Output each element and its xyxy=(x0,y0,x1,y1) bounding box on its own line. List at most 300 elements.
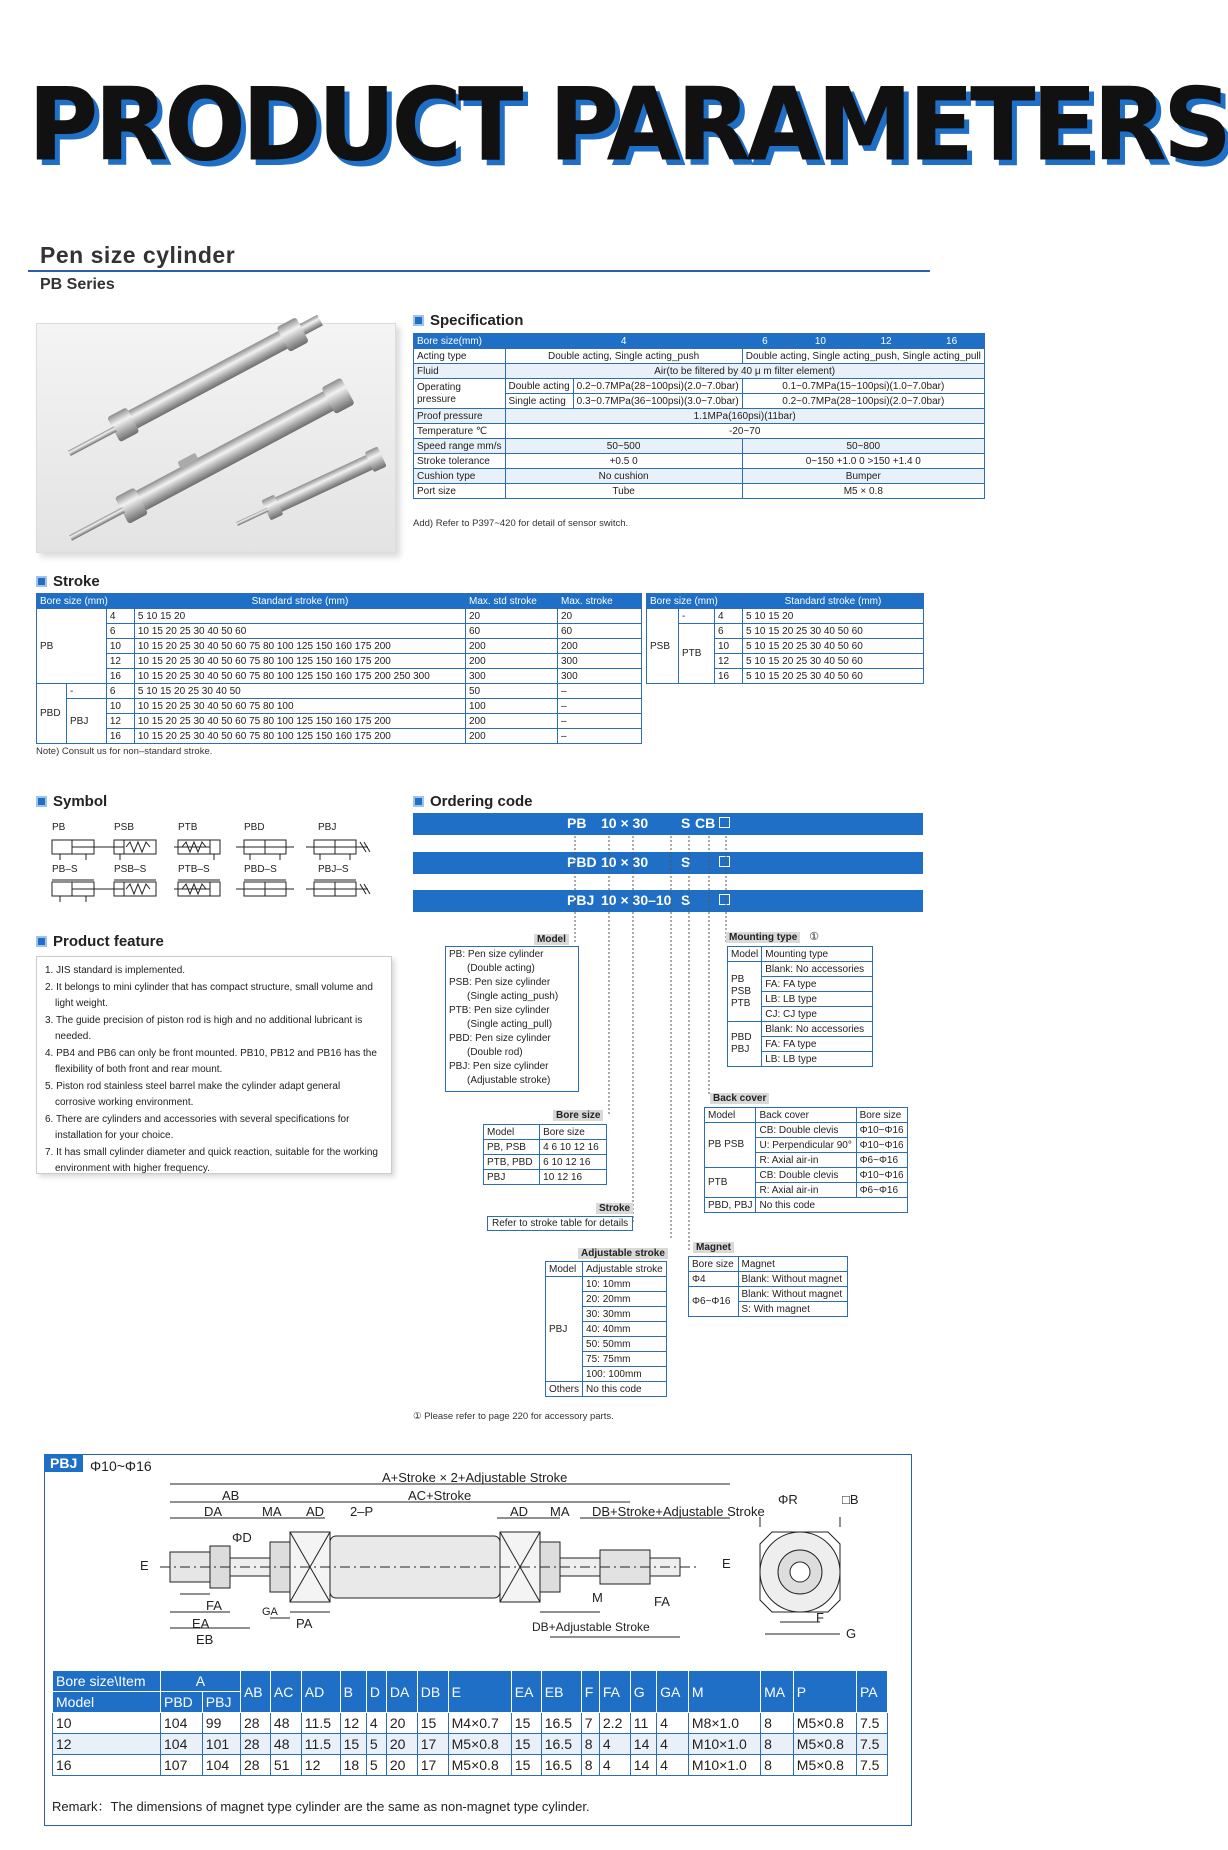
table-cell: 50 xyxy=(466,684,558,699)
table-cell: 4 xyxy=(657,1755,689,1776)
dim-label-f: F xyxy=(816,1610,824,1625)
table-cell: PB PSB xyxy=(705,1123,756,1168)
table-cell: 28 xyxy=(240,1734,270,1755)
model-item: (Single acting_pull) xyxy=(467,1019,553,1030)
table-cell: PTB xyxy=(705,1168,756,1198)
stroke-heading-text: Stroke xyxy=(53,573,100,590)
section-bullet-icon xyxy=(413,796,424,807)
dimension-remark: Remark：The dimensions of magnet type cylinder are the same as non-magnet type cylinder. xyxy=(52,1799,590,1814)
series-title: PB Series xyxy=(40,276,115,293)
table-cell: 10 12 16 xyxy=(540,1170,607,1185)
table-cell: 99 xyxy=(202,1713,240,1734)
spec-value: Air(to be filtered by 40 μ m filter element) xyxy=(505,364,984,379)
dim-col-header: DA xyxy=(386,1671,417,1713)
table-cell: 17 xyxy=(417,1734,448,1755)
table-cell: 20 xyxy=(466,609,558,624)
table-cell: 2.2 xyxy=(599,1713,630,1734)
stroke-col-header: Bore size (mm) xyxy=(37,594,135,609)
model-item: (Double acting) xyxy=(467,963,535,974)
feature-item: corrosive working environment. xyxy=(55,1097,194,1108)
dim-label-p: 2–P xyxy=(350,1504,374,1519)
table-cell: FA: FA type xyxy=(762,1037,873,1052)
table-cell: FA: FA type xyxy=(762,977,873,992)
table-cell: Blank: Without magnet xyxy=(738,1272,847,1287)
table-cell: 200 xyxy=(466,714,558,729)
spec-value: 0~150 +1.0 0 >150 +1.4 0 xyxy=(742,454,984,469)
section-bullet-icon xyxy=(413,315,424,326)
table-cell: M5×0.8 xyxy=(448,1755,511,1776)
cylinder-photo-illustration xyxy=(37,324,397,554)
table-cell: LB: LB type xyxy=(762,992,873,1007)
table-cell: Φ6~Φ16 xyxy=(856,1153,907,1168)
title-divider xyxy=(28,270,930,272)
table-row xyxy=(53,1755,888,1776)
dim-col-header: AC xyxy=(270,1671,301,1713)
product-title: Pen size cylinder xyxy=(40,242,236,268)
table-cell: 75: 75mm xyxy=(583,1352,667,1367)
code-bore-stroke: 10 × 30 xyxy=(601,815,649,831)
feature-item: installation for your choice. xyxy=(55,1130,174,1141)
table-cell: 16.5 xyxy=(541,1734,581,1755)
dim-col-header: AB xyxy=(240,1671,270,1713)
table-cell: Adjustable stroke xyxy=(583,1262,667,1277)
stroke-model-pbd: PBD xyxy=(37,684,67,744)
symbol-label: PBD xyxy=(244,822,265,833)
dimension-table xyxy=(52,1670,888,1776)
code-mount-box-icon xyxy=(719,817,730,828)
table-cell: CB: Double clevis xyxy=(756,1168,856,1183)
table-cell: 5 xyxy=(366,1734,386,1755)
dim-label-e: E xyxy=(140,1558,149,1573)
symbol-label: PB–S xyxy=(52,864,78,875)
feature-list xyxy=(36,956,392,1174)
table-cell: PB PSB PTB xyxy=(728,962,762,1022)
table-cell: Model xyxy=(484,1125,540,1140)
spec-bore-label: Bore size(mm) xyxy=(414,334,506,349)
code-model: PB xyxy=(567,815,587,831)
table-cell: 8 xyxy=(581,1734,599,1755)
symbol-label: PBJ xyxy=(318,822,337,833)
table-cell: 104 xyxy=(161,1734,203,1755)
bore-tag: Bore size xyxy=(553,1110,603,1121)
dim-col-header: G xyxy=(630,1671,656,1713)
table-cell: 12 xyxy=(301,1755,340,1776)
spec-label: Proof pressure xyxy=(414,409,506,424)
stroke-col-header: Standard stroke (mm) xyxy=(743,594,924,609)
model-item: PSB: Pen size cylinder xyxy=(449,977,551,988)
dim-col-header: D xyxy=(366,1671,386,1713)
dim-col-header: EB xyxy=(541,1671,581,1713)
symbol-label: PB xyxy=(52,822,66,833)
table-cell: 51 xyxy=(270,1755,301,1776)
dim-label-g: G xyxy=(846,1626,857,1641)
symbol-label: PTB xyxy=(178,822,198,833)
table-cell: Others xyxy=(546,1382,583,1397)
dim-label-ma: MA xyxy=(550,1504,570,1519)
table-cell: – xyxy=(558,684,642,699)
stroke-col-header: Max. stroke xyxy=(558,594,642,609)
spec-value: M5 × 0.8 xyxy=(742,484,984,499)
table-cell: 5 10 15 20 xyxy=(743,609,924,624)
code-back-cover: CB xyxy=(695,815,716,831)
table-cell: Φ4 xyxy=(689,1272,739,1287)
table-cell: 5 xyxy=(366,1755,386,1776)
model-item: (Double rod) xyxy=(467,1047,523,1058)
table-cell: Bore size xyxy=(856,1108,907,1123)
spec-value: Tube xyxy=(505,484,742,499)
spec-label: Fluid xyxy=(414,364,506,379)
feature-item: 2. It belongs to mini cylinder that has compact structure, small volume and xyxy=(45,981,373,993)
spec-bore-10: 10 xyxy=(788,334,854,349)
table-cell: Model xyxy=(546,1262,583,1277)
table-cell: 20: 20mm xyxy=(583,1292,667,1307)
dim-col-header: PA xyxy=(856,1671,887,1713)
dim-col-header: Bore size\Item xyxy=(53,1671,161,1692)
table-cell: Bore size xyxy=(689,1257,739,1272)
feature-item: light weight. xyxy=(55,998,108,1009)
table-cell: LB: LB type xyxy=(762,1052,873,1067)
ordering-heading-text: Ordering code xyxy=(430,793,533,810)
table-cell: Blank: No accessories xyxy=(762,1022,873,1037)
table-cell: 16 xyxy=(715,669,743,684)
table-cell: 11.5 xyxy=(301,1734,340,1755)
table-cell: 10 xyxy=(53,1713,161,1734)
table-cell: 10 15 20 25 30 40 50 60 75 80 100 125 150 160 175 200 xyxy=(134,714,465,729)
table-cell: 17 xyxy=(417,1755,448,1776)
table-cell: 300 xyxy=(466,669,558,684)
feature-item: 5. Piston rod stainless steel barrel make the cylinder adapt general xyxy=(45,1080,341,1092)
spec-value: Bumper xyxy=(742,469,984,484)
dim-label-pa: PA xyxy=(296,1616,313,1631)
table-cell: M5×0.8 xyxy=(448,1734,511,1755)
section-bullet-icon xyxy=(36,936,47,947)
table-cell: 20 xyxy=(558,609,642,624)
table-cell: 5 10 15 20 25 30 40 50 60 xyxy=(743,639,924,654)
pneumatic-symbol-icons xyxy=(50,834,390,914)
table-cell: 12 xyxy=(106,714,134,729)
dim-label-ga: GA xyxy=(262,1606,278,1618)
drawing-tag: PBJ xyxy=(44,1454,83,1472)
table-cell: M10×1.0 xyxy=(688,1755,760,1776)
section-bullet-icon xyxy=(36,576,47,587)
stroke-table-right xyxy=(646,593,924,684)
accessory-ref-mark: ① xyxy=(809,931,819,943)
mount-type-label xyxy=(726,930,819,943)
table-cell: No this code xyxy=(583,1382,667,1397)
table-cell: Mounting type xyxy=(762,947,873,962)
dim-col-header: DB xyxy=(417,1671,448,1713)
table-cell: 16 xyxy=(53,1755,161,1776)
model-item: (Adjustable stroke) xyxy=(467,1075,551,1086)
stroke-table xyxy=(36,593,642,744)
table-cell: 200 xyxy=(466,639,558,654)
table-cell: 4 xyxy=(657,1734,689,1755)
spec-bore-6: 6 xyxy=(742,334,787,349)
spec-value: Double acting, Single acting_push, Single acting_pull xyxy=(742,349,984,364)
model-item: (Single acting_push) xyxy=(467,991,559,1002)
dim-col-header: PBJ xyxy=(202,1692,240,1713)
table-cell: 11.5 xyxy=(301,1713,340,1734)
spec-label: Stroke tolerance xyxy=(414,454,506,469)
dim-label-da: DA xyxy=(204,1504,223,1519)
ordering-heading xyxy=(413,793,533,810)
table-cell: No this code xyxy=(756,1198,908,1213)
table-cell: 200 xyxy=(466,729,558,744)
table-cell: CB: Double clevis xyxy=(756,1123,856,1138)
spec-label: Speed range mm/s xyxy=(414,439,506,454)
table-cell: – xyxy=(558,714,642,729)
dim-label-db-adjustable: DB+Adjustable Stroke xyxy=(532,1620,650,1634)
dim-col-header: EA xyxy=(511,1671,541,1713)
code-magnet: S xyxy=(681,892,691,908)
model-box xyxy=(445,946,579,1092)
table-cell: PTB, PBD xyxy=(484,1155,540,1170)
spec-label: Temperature ℃ xyxy=(414,424,506,439)
stroke-model-psb: PSB xyxy=(647,609,679,684)
table-cell: 10 15 20 25 30 40 50 60 75 80 100 125 150 160 175 200 xyxy=(134,729,465,744)
magnet-table xyxy=(688,1256,848,1317)
table-cell: 5 10 15 20 25 30 40 50 xyxy=(134,684,465,699)
table-cell: – xyxy=(558,699,642,714)
code-magnet: S xyxy=(681,854,691,870)
table-cell: 30: 30mm xyxy=(583,1307,667,1322)
table-cell: 16 xyxy=(106,669,134,684)
dim-label-m: M xyxy=(592,1590,603,1605)
dim-col-header: P xyxy=(793,1671,856,1713)
table-cell: 15 xyxy=(511,1755,541,1776)
table-cell: 100: 100mm xyxy=(583,1367,667,1382)
table-cell: M5×0.8 xyxy=(793,1713,856,1734)
table-cell: 6 xyxy=(715,624,743,639)
stroke-col-header: Bore size (mm) xyxy=(647,594,743,609)
stroke-col-header: Max. std stroke xyxy=(466,594,558,609)
feature-item: environment with higher frequency. xyxy=(55,1163,210,1174)
table-cell: 48 xyxy=(270,1734,301,1755)
table-cell: 4 xyxy=(657,1713,689,1734)
dim-label-total: A+Stroke × 2+Adjustable Stroke xyxy=(382,1470,568,1485)
table-cell: 14 xyxy=(630,1734,656,1755)
table-cell: 4 xyxy=(599,1734,630,1755)
spec-value: 0.2~0.7MPa(28~100psi)(2.0~7.0bar) xyxy=(573,379,742,394)
table-cell: Φ10~Φ16 xyxy=(856,1168,907,1183)
symbol-label: PSB–S xyxy=(114,864,147,875)
dim-label-eb: EB xyxy=(196,1632,214,1647)
table-cell: 104 xyxy=(161,1713,203,1734)
code-model: PBJ xyxy=(567,892,595,908)
table-cell: 10 xyxy=(106,699,134,714)
code-bore-stroke: 10 × 30 xyxy=(601,854,649,870)
dim-label-fa: FA xyxy=(206,1598,222,1613)
table-cell: 14 xyxy=(630,1755,656,1776)
spec-label: Port size xyxy=(414,484,506,499)
table-cell: 4 xyxy=(599,1755,630,1776)
dim-col-header: MA xyxy=(761,1671,794,1713)
spec-value: 50~800 xyxy=(742,439,984,454)
spec-value: No cushion xyxy=(505,469,742,484)
feature-item: 1. JIS standard is implemented. xyxy=(45,965,186,976)
table-cell: 60 xyxy=(466,624,558,639)
stroke-model-ptb: PTB xyxy=(679,624,715,684)
dim-col-header: B xyxy=(340,1671,366,1713)
table-cell: Φ6~Φ16 xyxy=(856,1183,907,1198)
table-cell: 16.5 xyxy=(541,1755,581,1776)
dim-label-ad: AD xyxy=(306,1504,325,1519)
cylinder-dimension-drawing xyxy=(140,1462,910,1652)
magnet-tag: Magnet xyxy=(693,1242,734,1253)
spec-label: Cushion type xyxy=(414,469,506,484)
table-cell: R: Axial air-in xyxy=(756,1183,856,1198)
table-cell: 10 15 20 25 30 40 50 60 xyxy=(134,624,465,639)
table-cell: 5 10 15 20 25 30 40 50 60 xyxy=(743,669,924,684)
table-cell: R: Axial air-in xyxy=(756,1153,856,1168)
spec-value: 0.3~0.7MPa(36~100psi)(3.0~7.0bar) xyxy=(573,394,742,409)
table-cell: 8 xyxy=(761,1713,794,1734)
table-cell: 6 xyxy=(106,684,134,699)
bore-table xyxy=(483,1124,607,1185)
spec-note: Add) Refer to P397~420 for detail of sensor switch. xyxy=(413,518,629,529)
table-cell: S: With magnet xyxy=(738,1302,847,1317)
table-cell: 200 xyxy=(558,639,642,654)
accessory-note: ① Please refer to page 220 for accessory parts. xyxy=(413,1411,614,1422)
table-cell: 10 15 20 25 30 40 50 60 75 80 100 125 150 160 175 200 xyxy=(134,639,465,654)
table-cell: M10×1.0 xyxy=(688,1734,760,1755)
table-cell: 7 xyxy=(581,1713,599,1734)
symbol-label: PTB–S xyxy=(178,864,210,875)
table-cell: PBJ xyxy=(484,1170,540,1185)
table-cell: 10 15 20 25 30 40 50 60 75 80 100 xyxy=(134,699,465,714)
table-cell: 8 xyxy=(761,1734,794,1755)
table-cell: 10 xyxy=(106,639,134,654)
table-cell: 12 xyxy=(715,654,743,669)
table-cell: 28 xyxy=(240,1713,270,1734)
table-cell: M5×0.8 xyxy=(793,1734,856,1755)
dim-label-ma: MA xyxy=(262,1504,282,1519)
symbol-heading xyxy=(36,793,107,810)
table-cell: 7.5 xyxy=(856,1713,887,1734)
table-cell: PBD PBJ xyxy=(728,1022,762,1067)
table-cell: 101 xyxy=(202,1734,240,1755)
table-cell: 10 15 20 25 30 40 50 60 75 80 100 125 150 160 175 200 250 300 xyxy=(134,669,465,684)
symbol-label: PBJ–S xyxy=(318,864,349,875)
spec-value: -20~70 xyxy=(505,424,984,439)
spec-value: Double acting, Single acting_push xyxy=(505,349,742,364)
table-row xyxy=(53,1734,888,1755)
table-cell: M5×0.8 xyxy=(793,1755,856,1776)
code-bore-stroke: 10 × 30–10 xyxy=(601,892,672,908)
back-cover-tag: Back cover xyxy=(710,1093,769,1104)
table-cell: Back cover xyxy=(756,1108,856,1123)
model-tag: Model xyxy=(534,934,569,945)
feature-item: 6. There are cylinders and accessories with several specifications for xyxy=(45,1113,350,1125)
table-cell: PBD, PBJ xyxy=(705,1198,756,1213)
feature-item: 4. PB4 and PB6 can only be front mounted. PB10, PB12 and PB16 has the xyxy=(45,1047,377,1059)
dim-label-db: DB+Stroke+Adjustable Stroke xyxy=(592,1504,765,1519)
feature-item: 7. It has small cylinder diameter and quick reaction, suitable for the working xyxy=(45,1146,378,1158)
dim-col-header: M xyxy=(688,1671,760,1713)
table-cell: 4 xyxy=(106,609,134,624)
table-cell: 10 15 20 25 30 40 50 60 75 80 100 125 150 160 175 200 xyxy=(134,654,465,669)
adjustable-stroke-table xyxy=(545,1261,667,1397)
symbol-label: PBD–S xyxy=(244,864,277,875)
table-cell: 7.5 xyxy=(856,1734,887,1755)
dim-col-header: E xyxy=(448,1671,511,1713)
table-cell: Φ10~Φ16 xyxy=(856,1138,907,1153)
stroke-model-pb: PB xyxy=(37,609,107,684)
table-cell: Φ6~Φ16 xyxy=(689,1287,739,1317)
spec-heading xyxy=(413,312,523,329)
table-cell: 12 xyxy=(340,1713,366,1734)
table-cell: PB, PSB xyxy=(484,1140,540,1155)
table-cell: 18 xyxy=(340,1755,366,1776)
table-cell: 6 xyxy=(106,624,134,639)
dim-col-header: PBD xyxy=(161,1692,203,1713)
table-cell: PBJ xyxy=(546,1277,583,1382)
back-cover-table xyxy=(704,1107,908,1213)
model-item: PBD: Pen size cylinder xyxy=(449,1033,551,1044)
spec-sublabel: Double acting xyxy=(505,379,573,394)
table-cell: 15 xyxy=(417,1713,448,1734)
feature-item: needed. xyxy=(55,1031,92,1042)
spec-value: 0.1~0.7MPa(15~100psi)(1.0~7.0bar) xyxy=(742,379,984,394)
table-cell: M4×0.7 xyxy=(448,1713,511,1734)
table-cell: 4 xyxy=(715,609,743,624)
dim-col-header: F xyxy=(581,1671,599,1713)
table-cell: - xyxy=(679,609,715,624)
stroke-model-pbj: PBJ xyxy=(67,699,107,744)
table-cell: Model xyxy=(705,1108,756,1123)
table-cell: 8 xyxy=(761,1755,794,1776)
dim-col-header: FA xyxy=(599,1671,630,1713)
model-item: PTB: Pen size cylinder xyxy=(449,1005,550,1016)
table-cell: U: Perpendicular 90° xyxy=(756,1138,856,1153)
spec-table xyxy=(413,333,985,499)
table-cell: 20 xyxy=(386,1734,417,1755)
table-cell: Model xyxy=(728,947,762,962)
table-cell: 50: 50mm xyxy=(583,1337,667,1352)
dim-col-header: AD xyxy=(301,1671,340,1713)
spec-bore-16: 16 xyxy=(919,334,985,349)
table-cell: 15 xyxy=(511,1734,541,1755)
spec-label: Operating pressure xyxy=(414,379,506,409)
table-cell: 15 xyxy=(340,1734,366,1755)
dim-col-header: GA xyxy=(657,1671,689,1713)
table-cell: 60 xyxy=(558,624,642,639)
stroke-tag: Stroke xyxy=(596,1203,633,1214)
ordering-code-bar-pb xyxy=(413,813,923,835)
page-banner: PRODUCT PARAMETERS xyxy=(28,66,1228,184)
table-cell: 20 xyxy=(386,1755,417,1776)
table-cell: Blank: Without magnet xyxy=(738,1287,847,1302)
dim-label-ea: EA xyxy=(192,1616,210,1631)
spec-bore-4: 4 xyxy=(505,334,742,349)
stroke-heading xyxy=(36,573,100,590)
table-cell: 6 10 12 16 xyxy=(540,1155,607,1170)
table-cell: Φ10~Φ16 xyxy=(856,1123,907,1138)
feature-item: flexibility of both front and rear mount. xyxy=(55,1064,223,1075)
table-cell: 16 xyxy=(106,729,134,744)
spec-value: 0.2~0.7MPa(28~100psi)(2.0~7.0bar) xyxy=(742,394,984,409)
spec-bore-12: 12 xyxy=(853,334,919,349)
spec-value: 50~500 xyxy=(505,439,742,454)
table-cell: - xyxy=(67,684,107,699)
dim-label-ad: AD xyxy=(510,1504,529,1519)
table-cell: 28 xyxy=(240,1755,270,1776)
spec-value: +0.5 0 xyxy=(505,454,742,469)
table-cell: Magnet xyxy=(738,1257,847,1272)
stroke-note: Note) Consult us for non–standard stroke. xyxy=(36,746,213,757)
table-cell: 15 xyxy=(511,1713,541,1734)
symbol-grid xyxy=(50,822,390,902)
